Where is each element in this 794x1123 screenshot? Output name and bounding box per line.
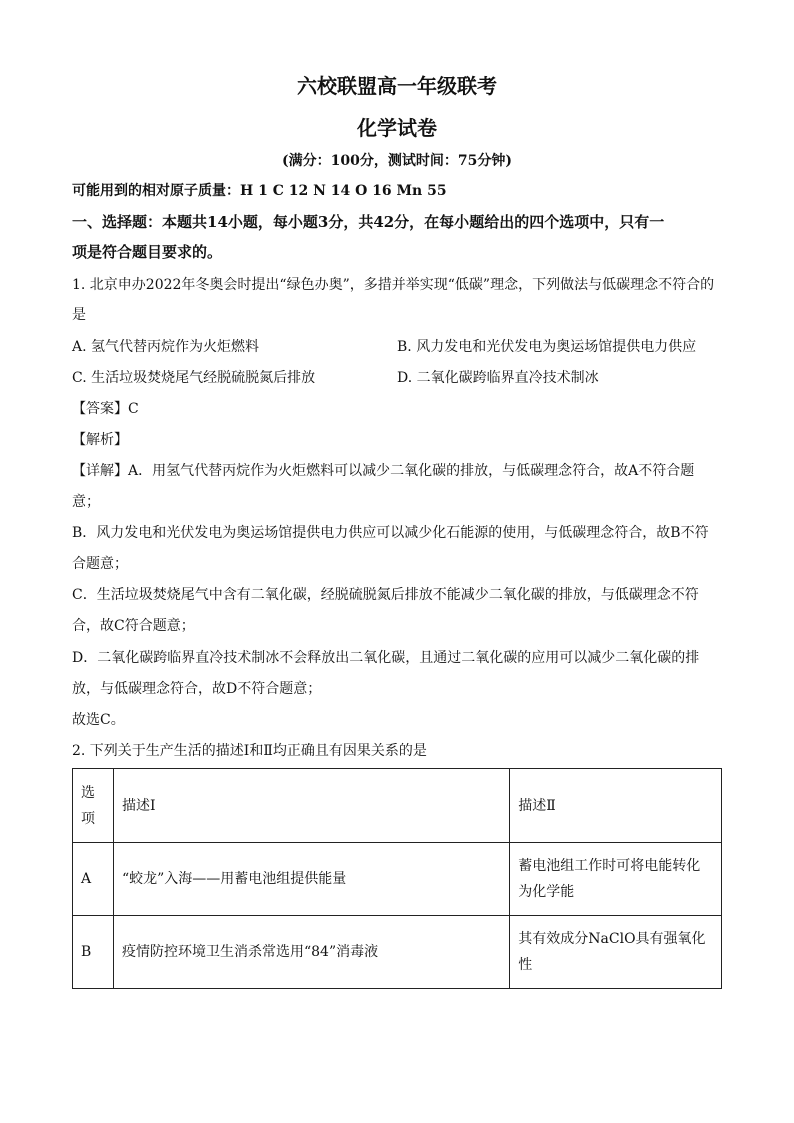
q2-table [72,768,722,989]
q1-answer: 【答案】C [72,401,139,417]
table-row [73,916,722,989]
q1-option-a: A. 氢气代替丙烷作为火炬燃料 [72,339,260,355]
q1-detail-line: 放，与低碳理念符合，故D不符合题意； [72,681,322,697]
table-header-cell: 选项 [73,769,114,843]
q1-detail-line: 故选C。 [72,712,125,728]
q1-analysis: 【解析】 [72,432,128,448]
table-cell: 蓄电池组工作时可将电能转化为化学能 [510,843,722,916]
table-header-row [73,769,722,843]
q1-stem-line2: 是 [72,307,86,323]
q1-stem-line1: 1. 北京申办2022年冬奥会时提出“绿色办奥”，多措并举实现“低碳”理念，下列做法与低碳理念不符合的 [72,277,715,293]
q1-option-d: D. 二氧化碳跨临界直冷技术制冰 [397,370,599,386]
table-row [73,843,722,916]
q1-detail-line: 意； [72,494,100,510]
q1-detail-line: B．风力发电和光伏发电为奥运场馆提供电力供应可以减少化石能源的使用，与低碳理念符合，故B不符 [72,525,709,541]
exam-title: 六校联盟高一年级联考 [297,74,497,98]
table-cell: B [73,916,114,989]
q1-option-b: B. 风力发电和光伏发电为奥运场馆提供电力供应 [397,339,697,355]
q2-stem: 2. 下列关于生产生活的描述Ⅰ和Ⅱ均正确且有因果关系的是 [72,743,427,759]
q1-option-c: C. 生活垃圾焚烧尾气经脱硫脱氮后排放 [72,370,316,386]
section1-line2: 项是符合题目要求的。 [72,243,223,261]
table-header-cell: 描述Ⅰ [113,769,509,843]
table-cell: 疫情防控环境卫生消杀常选用“84”消毒液 [113,916,509,989]
q1-detail-line: 合题意； [72,556,128,572]
table-cell: 其有效成分NaClO具有强氧化性 [510,916,722,989]
exam-subject: 化学试卷 [357,116,437,140]
q1-detail-line: D．二氧化碳跨临界直冷技术制冰不会释放出二氧化碳，且通过二氧化碳的应用可以减少二氧化碳的排 [72,650,700,666]
table-cell: A [73,843,114,916]
exam-note: (满分：100分，测试时间：75分钟) [282,153,512,169]
section1-line1: 一、选择题：本题共14小题，每小题3分，共42分，在每小题给出的四个选项中，只有一 [72,213,665,231]
q1-detail-line: 合，故C符合题意； [72,618,195,634]
atomic-masses: 可能用到的相对原子质量：H 1 C 12 N 14 O 16 Mn 55 [72,183,447,199]
table-header-cell: 描述Ⅱ [510,769,722,843]
q1-detail-line: 【详解】A．用氢气代替丙烷作为火炬燃料可以减少二氧化碳的排放，与低碳理念符合，故A不符合题 [72,463,695,479]
q1-detail-line: C．生活垃圾焚烧尾气中含有二氧化碳，经脱硫脱氮后排放不能减少二氧化碳的排放，与低碳理念不符 [72,587,699,603]
table-cell: “蛟龙”入海——用蓄电池组提供能量 [113,843,509,916]
